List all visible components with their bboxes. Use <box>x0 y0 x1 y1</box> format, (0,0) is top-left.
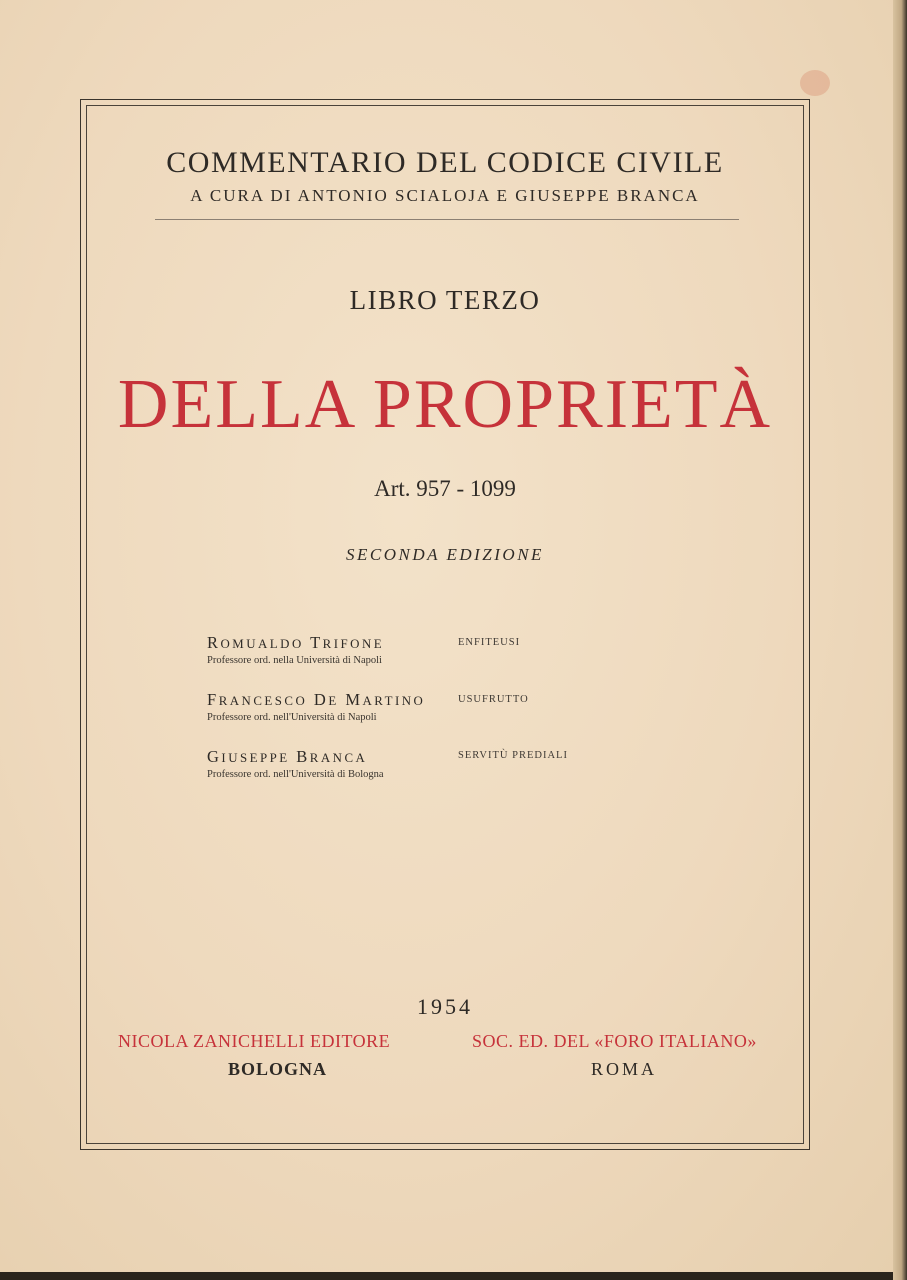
edition-label: SECONDA EDIZIONE <box>346 545 544 564</box>
book-number: LIBRO TERZO <box>349 285 541 315</box>
series-editors: A CURA DI ANTONIO SCIALOJA E GIUSEPPE BRANCA <box>190 186 700 205</box>
publisher-name-2: SOC. ED. DEL «FORO ITALIANO» <box>472 1031 757 1051</box>
page-edge <box>893 0 907 1280</box>
inner-border <box>86 105 804 1144</box>
publication-year: 1954 <box>417 994 473 1019</box>
author-affiliation-1: Professore ord. nella Università di Napoli <box>207 655 382 666</box>
author-name-3: GIUSEPPE BRANCA <box>207 747 368 766</box>
series-title: COMMENTARIO DEL CODICE CIVILE <box>166 146 724 179</box>
article-range: Art. 957 - 1099 <box>374 476 516 501</box>
book-title: DELLA PROPRIETÀ <box>117 366 773 443</box>
publisher-name-1: NICOLA ZANICHELLI EDITORE <box>118 1031 391 1051</box>
author-topic-2: USUFRUTTO <box>458 694 529 705</box>
author-topic-1: ENFITEUSI <box>458 637 521 648</box>
header-divider <box>155 219 739 220</box>
author-topic-3: SERVITÙ PREDIALI <box>458 750 568 761</box>
author-name-2: FRANCESCO DE MARTINO <box>207 690 426 709</box>
author-name-1: ROMUALDO TRIFONE <box>207 633 385 652</box>
publisher-city-2: ROMA <box>591 1059 658 1079</box>
author-affiliation-2: Professore ord. nell'Università di Napoli <box>207 712 377 723</box>
publisher-city-1: BOLOGNA <box>228 1059 328 1079</box>
paper-stain <box>800 70 830 96</box>
author-affiliation-3: Professore ord. nell'Università di Bologna <box>207 769 384 780</box>
